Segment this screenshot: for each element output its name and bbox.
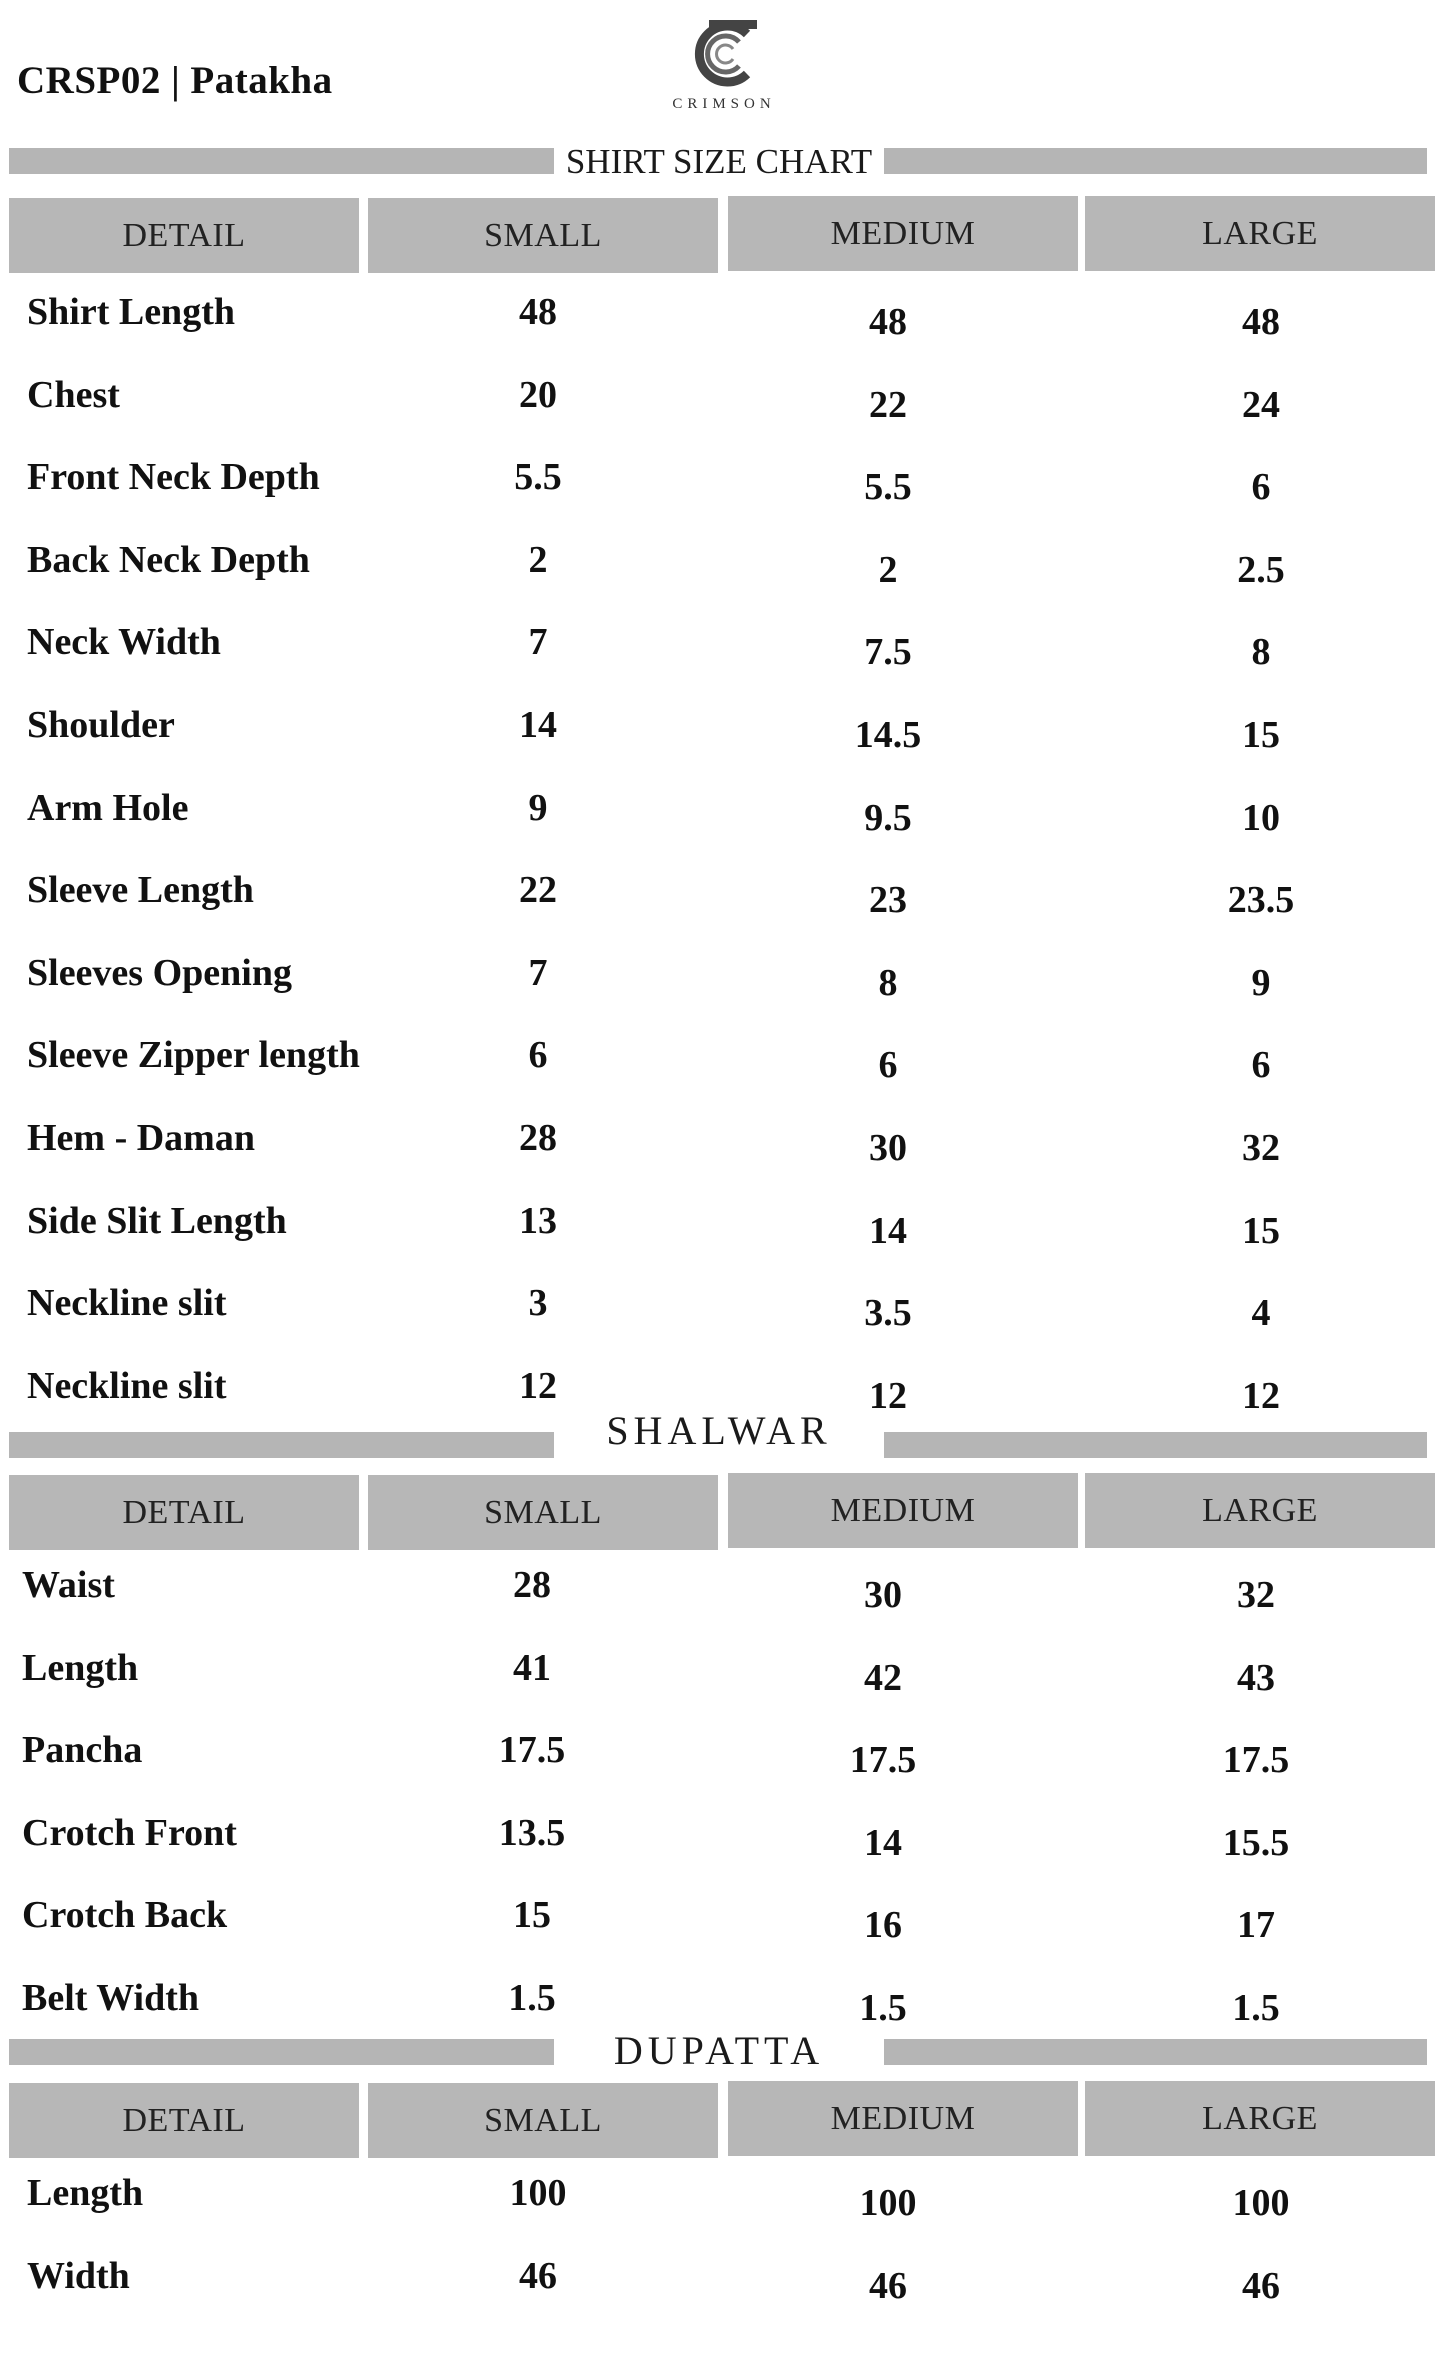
value-medium: 100 <box>859 2182 917 2224</box>
value-large: 10 <box>1242 796 1280 839</box>
value-small: 100 <box>509 2172 567 2214</box>
section-title: DUPATTA <box>613 2028 825 2073</box>
value-small: 14 <box>519 704 557 746</box>
value-small: 48 <box>519 291 557 333</box>
value-medium: 14 <box>864 1821 902 1864</box>
value-medium: 5.5 <box>864 466 912 509</box>
value-medium: 30 <box>864 1574 902 1616</box>
column-header-detail: DETAIL <box>9 1475 359 1550</box>
value-small: 7 <box>528 951 548 994</box>
section-divider-right <box>884 1432 1427 1458</box>
value-large: 4 <box>1251 1292 1271 1335</box>
column-header-large: LARGE <box>1085 2081 1435 2156</box>
value-medium: 46 <box>869 2264 907 2307</box>
value-small: 2 <box>528 538 548 581</box>
value-small: 46 <box>519 2254 557 2297</box>
row-label: Waist <box>22 1564 115 1606</box>
row-label: Crotch Front <box>22 1811 237 1854</box>
value-small: 28 <box>519 1117 557 1159</box>
section-divider-left <box>9 2039 554 2065</box>
value-small: 3 <box>528 1282 548 1325</box>
column-header-small: SMALL <box>368 198 718 273</box>
row-label: Shoulder <box>27 704 175 746</box>
value-large: 32 <box>1237 1574 1275 1616</box>
value-small: 1.5 <box>508 1977 556 2019</box>
value-medium: 30 <box>869 1127 907 1169</box>
column-header-large: LARGE <box>1085 196 1435 271</box>
value-large: 23.5 <box>1227 879 1295 922</box>
value-medium: 9.5 <box>864 796 912 839</box>
value-small: 22 <box>519 869 557 912</box>
section-title: SHIRT SIZE CHART <box>565 142 873 181</box>
value-small: 28 <box>513 1564 551 1606</box>
value-large: 2.5 <box>1237 548 1285 591</box>
column-header-small: SMALL <box>368 1475 718 1550</box>
value-medium: 6 <box>878 1044 898 1087</box>
row-label: Neck Width <box>27 621 221 664</box>
column-header-medium: MEDIUM <box>728 2081 1078 2156</box>
value-medium: 12 <box>869 1374 907 1417</box>
value-small: 5.5 <box>514 456 562 499</box>
value-large: 43 <box>1237 1656 1275 1699</box>
value-large: 1.5 <box>1232 1987 1280 2029</box>
value-small: 20 <box>519 373 557 416</box>
product-title: CRSP02 | Patakha <box>17 59 333 102</box>
value-large: 9 <box>1251 961 1271 1004</box>
row-label: Sleeves Opening <box>27 951 292 994</box>
value-medium: 3.5 <box>864 1292 912 1335</box>
value-medium: 17.5 <box>849 1739 917 1782</box>
value-large: 15.5 <box>1222 1821 1290 1864</box>
value-large: 46 <box>1242 2264 1280 2307</box>
row-label: Crotch Back <box>22 1894 228 1937</box>
value-small: 17.5 <box>498 1729 566 1772</box>
row-label: Front Neck Depth <box>27 456 320 499</box>
brand-name: CRIMSON <box>672 96 776 112</box>
column-header-small: SMALL <box>368 2083 718 2158</box>
row-label: Sleeve Length <box>27 869 254 912</box>
column-header-detail: DETAIL <box>9 2083 359 2158</box>
value-medium: 14.5 <box>854 714 922 756</box>
value-small: 9 <box>528 786 548 829</box>
row-label: Length <box>22 1646 139 1689</box>
value-small: 13 <box>519 1199 557 1242</box>
value-small: 12 <box>519 1364 557 1407</box>
row-label: Hem - Daman <box>27 1117 255 1159</box>
value-small: 6 <box>528 1034 548 1077</box>
value-medium: 23 <box>869 879 907 922</box>
value-large: 6 <box>1251 466 1271 509</box>
row-label: Side Slit Length <box>27 1199 287 1242</box>
crimson-c-logo-icon <box>691 20 757 88</box>
value-medium: 16 <box>864 1904 902 1947</box>
value-medium: 42 <box>864 1656 902 1699</box>
row-label: Back Neck Depth <box>27 538 310 581</box>
row-label: Chest <box>27 373 120 416</box>
column-header-medium: MEDIUM <box>728 196 1078 271</box>
value-large: 15 <box>1242 1209 1280 1252</box>
value-small: 7 <box>528 621 548 664</box>
value-large: 17 <box>1237 1904 1275 1947</box>
value-medium: 8 <box>878 961 898 1004</box>
section-title: SHALWAR <box>606 1408 832 1453</box>
section-divider-left <box>9 1432 554 1458</box>
section-divider-right <box>884 148 1427 174</box>
row-label: Pancha <box>22 1729 143 1772</box>
row-label: Neckline slit <box>27 1282 227 1325</box>
row-label: Arm Hole <box>27 786 189 829</box>
value-large: 6 <box>1251 1044 1271 1087</box>
column-header-large: LARGE <box>1085 1473 1435 1548</box>
section-divider-left <box>9 148 554 174</box>
value-small: 15 <box>513 1894 551 1937</box>
value-large: 100 <box>1232 2182 1290 2224</box>
value-large: 24 <box>1242 383 1280 426</box>
value-medium: 14 <box>869 1209 907 1252</box>
value-large: 32 <box>1242 1127 1280 1169</box>
section-divider-right <box>884 2039 1427 2065</box>
column-header-medium: MEDIUM <box>728 1473 1078 1548</box>
value-medium: 2 <box>878 548 898 591</box>
value-medium: 22 <box>869 383 907 426</box>
row-label: Neckline slit <box>27 1364 227 1407</box>
value-medium: 7.5 <box>864 631 912 674</box>
value-medium: 1.5 <box>859 1987 907 2029</box>
brand-logo <box>659 20 789 120</box>
column-header-detail: DETAIL <box>9 198 359 273</box>
value-large: 48 <box>1242 301 1280 343</box>
value-large: 8 <box>1251 631 1271 674</box>
row-label: Belt Width <box>22 1977 200 2019</box>
value-small: 41 <box>513 1646 551 1689</box>
value-large: 17.5 <box>1222 1739 1290 1782</box>
row-label: Length <box>27 2172 144 2214</box>
value-large: 15 <box>1242 714 1280 756</box>
value-small: 13.5 <box>498 1811 566 1854</box>
value-medium: 48 <box>869 301 907 343</box>
row-label: Shirt Length <box>27 291 235 333</box>
row-label: Sleeve Zipper length <box>27 1034 360 1077</box>
row-label: Width <box>27 2254 130 2297</box>
value-large: 12 <box>1242 1374 1280 1417</box>
